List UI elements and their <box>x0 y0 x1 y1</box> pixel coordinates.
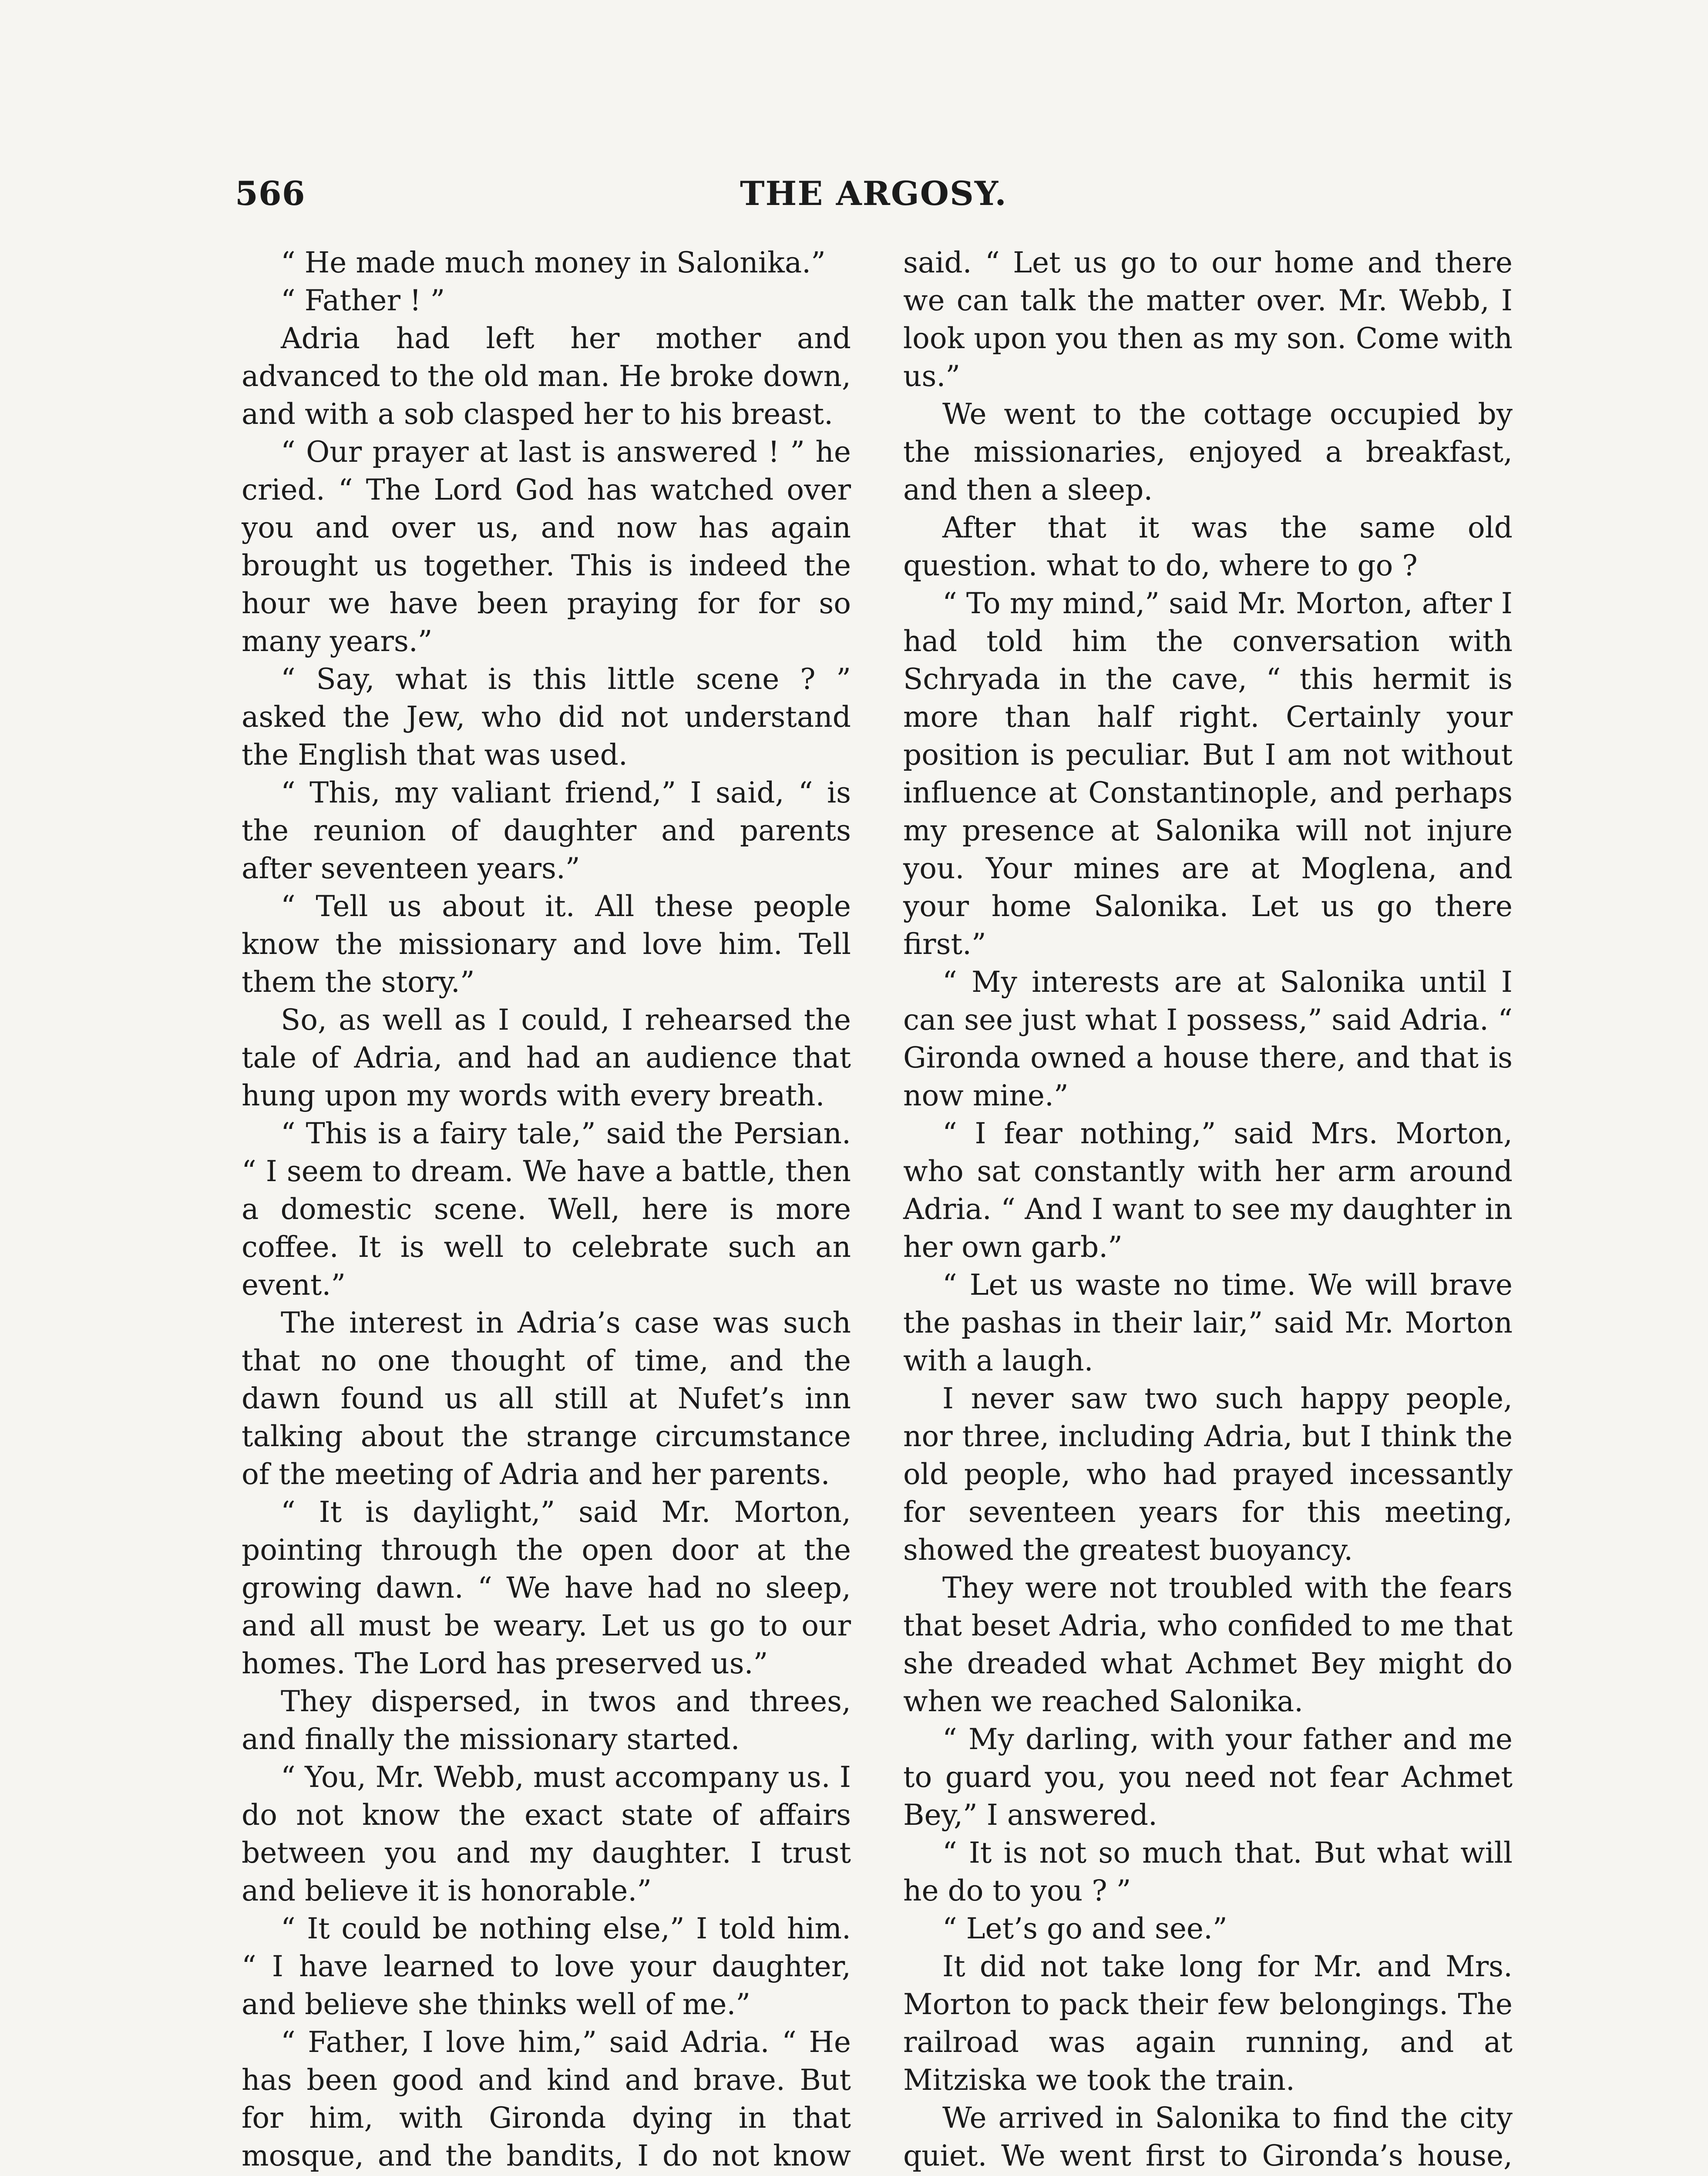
running-head: THE ARGOSY. <box>740 174 1007 213</box>
paragraph: said. “ Let us go to our home and there we can talk the matter over. Mr. Webb, I look upon you then as my son. Come with us.” <box>903 246 1513 393</box>
left-column <box>242 244 851 2176</box>
paragraph: “ To my mind,” said Mr. Morton, after I had told him the conversation with Schryada in the cave, “ this hermit is more than half right. Certainly your position is peculiar. But I am not without influence at Constantinople, and perhaps my presence at Salonika will not injure you. Your mines are at Moglena, and your home Salonika. Let us go there first.” <box>903 587 1513 961</box>
paragraph: “ Father, I love him,” said Adria. “ He has been good and kind and brave. But for him, with Gironda dying in that mosque, and the bandits, I do not know <box>242 2025 851 2173</box>
paragraph: “ My interests are at Salonika until I can see just what I possess,” said Adria. “ Gironda owned a house there, and that is now mine.” <box>903 965 1513 1112</box>
paragraph: They were not troubled with the fears that beset Adria, who confided to me that she dreaded what Achmet Bey might do when we reached Salonika. <box>903 1571 1513 1718</box>
paragraph: “ This is a fairy tale,” said the Persian. “ I seem to dream. We have a battle, then a domestic scene. Well, here is more coffee. It is well to celebrate such an event.” <box>242 1117 851 1302</box>
paragraph: I never saw two such happy people, nor three, including Adria, but I think the old people, who had prayed incessantly for seventeen years for this meeting, showed the greatest buoyancy. <box>903 1382 1513 1567</box>
paragraph: Adria had left her mother and advanced to the old man. He broke down, and with a sob clasped her to his breast. <box>242 322 851 431</box>
paragraph: “ Let us waste no time. We will brave the pashas in their lair,” said Mr. Morton with a laugh. <box>903 1268 1513 1377</box>
paragraph: “ I fear nothing,” said Mrs. Morton, who sat constantly with her arm around Adria. “ And I want to see my daughter in her own garb.” <box>903 1117 1513 1264</box>
paragraph: “ Let’s go and see.” <box>942 1912 1227 1945</box>
paragraph: “ Tell us about it. All these people know the missionary and love him. Tell them the story.” <box>242 890 851 999</box>
paragraph: We arrived in Salonika to find the city quiet. We went first to Gironda’s house, <box>903 2101 1513 2173</box>
page-number: 566 <box>235 174 306 213</box>
paragraph: So, as well as I could, I rehearsed the tale of Adria, and had an audience that hung upon my words with every breath. <box>242 1003 851 1112</box>
paragraph: “ Say, what is this little scene ? ” asked the Jew, who did not understand the English that was used. <box>242 662 851 772</box>
paragraph: “ It is not so much that. But what will he do to you ? ” <box>903 1836 1513 1907</box>
paragraph: We went to the cottage occupied by the missionaries, enjoyed a breakfast, and then a sleep. <box>903 397 1513 507</box>
paragraph: “ My darling, with your father and me to guard you, you need not fear Achmet Bey,” I answered. <box>903 1723 1513 1832</box>
paragraph: It did not take long for Mr. and Mrs. Morton to pack their few belongings. The railroad was again running, and at Mitziska we took the train. <box>903 1950 1513 2097</box>
paragraph: “ You, Mr. Webb, must accompany us. I do not know the exact state of affairs between you and my daughter. I trust and believe it is honorable.” <box>242 1760 851 1907</box>
paragraph: They dispersed, in twos and threes, and finally the missionary started. <box>242 1685 851 1756</box>
paragraph: “ He made much money in Salonika.” <box>281 246 826 279</box>
paragraph: “ Father ! ” <box>281 284 445 317</box>
paragraph: “ It could be nothing else,” I told him. “ I have learned to love your daughter, and believe she thinks well of me.” <box>242 1912 851 2021</box>
paragraph: After that it was the same old question. what to do, where to go ? <box>903 511 1513 582</box>
paragraph: “ Our prayer at last is answered ! ” he cried. “ The Lord God has watched over you and over us, and now has again brought us together. This is indeed the hour we have been praying for for so many years.” <box>242 435 851 658</box>
paragraph: The interest in Adria’s case was such that no one thought of time, and the dawn found us all still at Nufet’s inn talking about the strange circumstance of the meeting of Adria and her parents. <box>242 1306 851 1491</box>
right-column <box>903 244 1513 2176</box>
paragraph: “ It is daylight,” said Mr. Morton, pointing through the open door at the growing dawn. “ We have had no sleep, and all must be weary. Let us go to our homes. The Lord has preserved us.” <box>242 1495 851 1680</box>
paragraph: “ This, my valiant friend,” I said, “ is the reunion of daughter and parents after seventeen years.” <box>242 776 851 885</box>
